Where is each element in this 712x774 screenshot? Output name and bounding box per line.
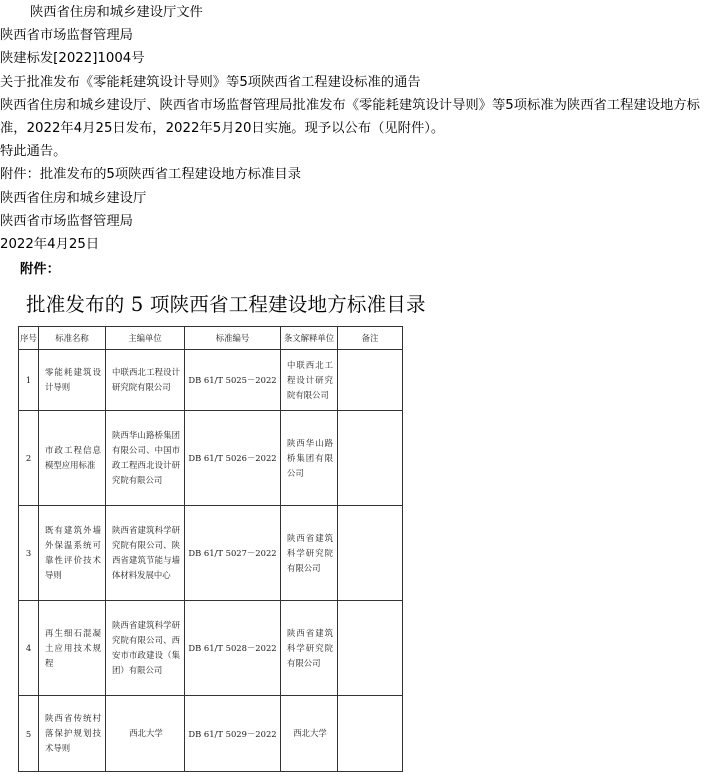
row-standard-name: 陕西省传统村落保护规划技术导则	[39, 696, 106, 772]
attachment-title: 批准发布的 5 项陕西省工程建设地方标准目录	[26, 293, 426, 316]
row-chief-editor: 陕西省建筑科学研究院有限公司、西安市市政建设（集团）有限公司	[106, 601, 185, 696]
table-row	[19, 350, 403, 411]
row-standard-code: DB 61/T 5029－2022	[185, 696, 281, 772]
row-standard-code: DB 61/T 5028－2022	[185, 601, 281, 696]
notice-document	[0, 0, 712, 256]
issuer-name: 陕西省市场监督管理局	[0, 28, 133, 44]
row-serial: 1	[19, 350, 39, 411]
row-standard-name: 零能耗建筑设计导则	[39, 350, 106, 411]
row-standard-name: 再生细石混凝土应用技术规程	[39, 601, 106, 696]
document-header-line: 陕西省住房和城乡建设厅文件	[30, 5, 203, 20]
row-serial: 3	[19, 506, 39, 601]
row-remarks	[338, 601, 403, 696]
row-standard-code: DB 61/T 5026－2022	[185, 411, 281, 506]
table-row	[19, 411, 403, 506]
row-remarks	[338, 696, 403, 772]
row-serial: 2	[19, 411, 39, 506]
notice-subject: 关于批准发布《零能耗建筑设计导则》等5项陕西省工程建设标准的通告	[0, 74, 421, 90]
attachment-note: 附件：批准发布的5项陕西省工程建设地方标准目录	[0, 167, 301, 183]
notice-closing: 特此通告。	[0, 144, 67, 160]
row-interpreter: 陕西华山路桥集团有限公司	[281, 411, 338, 506]
table-row	[19, 696, 403, 772]
header-standard-code: 标准编号	[185, 327, 281, 350]
row-standard-code: DB 61/T 5027－2022	[185, 506, 281, 601]
row-remarks	[338, 350, 403, 411]
row-interpreter: 陕西省建筑科学研究院有限公司	[281, 506, 338, 601]
row-chief-editor: 陕西华山路桥集团有限公司、中国市政工程西北设计研究院有限公司	[106, 411, 185, 506]
header-chief-editor: 主编单位	[106, 327, 185, 350]
row-interpreter: 西北大学	[281, 696, 338, 772]
document-number: 陕建标发[2022]1004号	[0, 51, 145, 67]
attachment-label: 附件：	[20, 262, 60, 277]
notice-date: 2022年4月25日	[0, 237, 100, 253]
row-serial: 4	[19, 601, 39, 696]
row-interpreter: 陕西省建筑科学研究院有限公司	[281, 601, 338, 696]
table-row	[19, 601, 403, 696]
table-header-row	[19, 327, 403, 350]
header-interpreter: 条文解释单位	[281, 327, 338, 350]
table-row	[19, 506, 403, 601]
row-remarks	[338, 411, 403, 506]
row-standard-code: DB 61/T 5025－2022	[185, 350, 281, 411]
header-serial: 序号	[19, 327, 39, 350]
signature-housing-department: 陕西省住房和城乡建设厅	[0, 190, 147, 206]
signature-market-supervision: 陕西省市场监督管理局	[0, 213, 133, 229]
row-chief-editor: 中联西北工程设计研究院有限公司	[106, 350, 185, 411]
row-serial: 5	[19, 696, 39, 772]
standards-table	[18, 326, 403, 772]
notice-body-paragraph: 陕西省住房和城乡建设厅、陕西省市场监督管理局批准发布《零能耗建筑设计导则》等5项标准为陕西省工程建设地方标准，2022年4月25日发布，2022年5月20日实施。现予以公布（见附件）。	[0, 97, 700, 137]
row-standard-name: 既有建筑外墙外保温系统可靠性评价技术导则	[39, 506, 106, 601]
row-chief-editor: 西北大学	[106, 696, 185, 772]
header-standard-name: 标准名称	[39, 327, 106, 350]
row-chief-editor: 陕西省建筑科学研究院有限公司、陕西省建筑节能与墙体材料发展中心	[106, 506, 185, 601]
header-remarks: 备注	[338, 327, 403, 350]
row-standard-name: 市政工程信息模型应用标准	[39, 411, 106, 506]
row-remarks	[338, 506, 403, 601]
row-interpreter: 中联西北工程设计研究院有限公司	[281, 350, 338, 411]
